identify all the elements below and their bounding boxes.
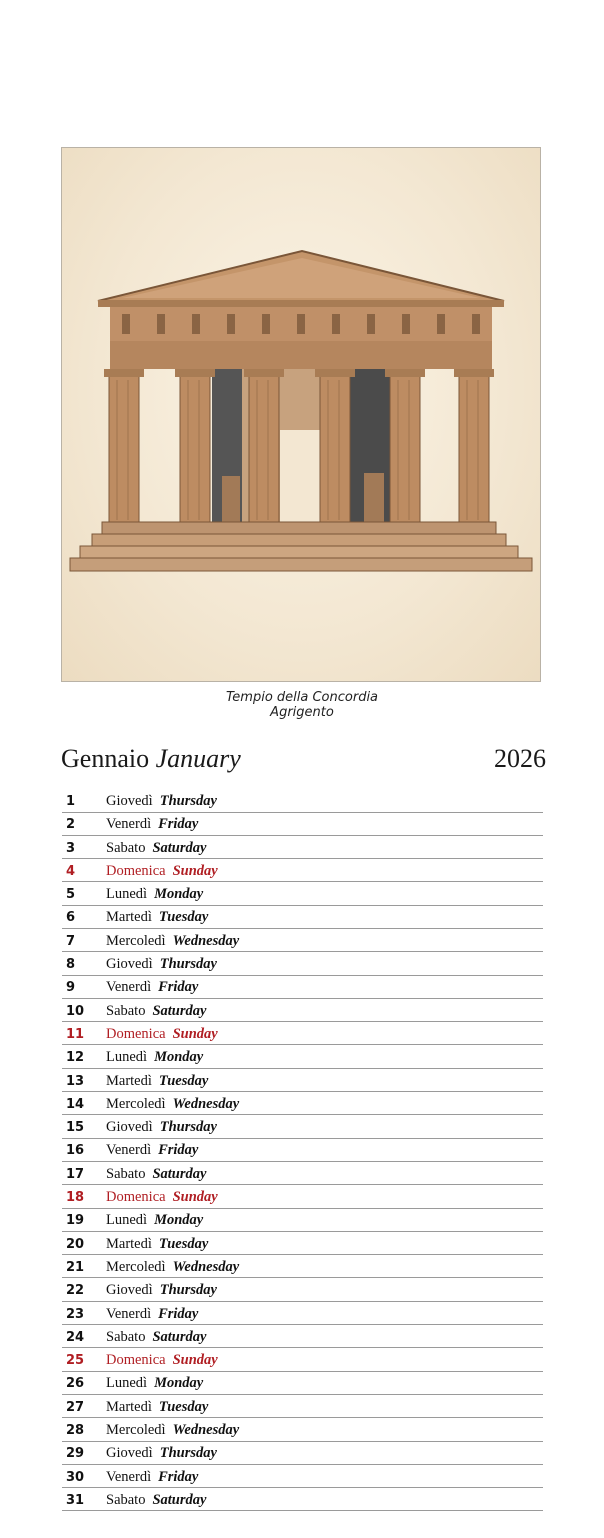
day-row bbox=[62, 1256, 543, 1279]
day-name-italian: Giovedì bbox=[106, 1282, 153, 1299]
day-name bbox=[106, 792, 217, 810]
day-name-english: Monday bbox=[154, 1049, 204, 1066]
day-name-italian: Sabato bbox=[106, 1328, 146, 1345]
day-number: 9 bbox=[66, 980, 76, 996]
day-name-english: Wednesday bbox=[172, 1258, 240, 1275]
day-name bbox=[106, 1421, 239, 1439]
day-row bbox=[62, 837, 543, 860]
day-name-italian: Domenica bbox=[106, 862, 166, 879]
day-name-italian: Sabato bbox=[106, 1002, 146, 1019]
day-name-english: Sunday bbox=[172, 862, 218, 879]
day-name-english: Thursday bbox=[159, 1119, 217, 1136]
day-name bbox=[106, 1374, 203, 1392]
day-name bbox=[106, 1002, 206, 1020]
day-number: 7 bbox=[66, 933, 76, 949]
day-name-english: Wednesday bbox=[172, 1422, 240, 1439]
day-row bbox=[62, 1489, 543, 1512]
year-label: 2026 bbox=[494, 744, 546, 773]
day-row bbox=[62, 1303, 543, 1326]
day-name bbox=[106, 1141, 198, 1159]
day-name-english: Monday bbox=[154, 886, 204, 903]
day-name-english: Friday bbox=[158, 1305, 199, 1322]
day-name bbox=[106, 1328, 206, 1346]
day-name bbox=[106, 885, 203, 903]
day-name bbox=[106, 1072, 208, 1090]
day-name bbox=[106, 1305, 198, 1323]
day-name-english: Sunday bbox=[172, 1352, 218, 1369]
day-name-italian: Mercoledì bbox=[106, 1258, 166, 1275]
day-name bbox=[106, 908, 208, 926]
day-name-english: Saturday bbox=[152, 1328, 207, 1345]
day-name bbox=[106, 1165, 206, 1183]
day-row bbox=[62, 1046, 543, 1069]
day-name-english: Tuesday bbox=[158, 1072, 209, 1089]
day-row bbox=[62, 1070, 543, 1093]
day-number: 1 bbox=[66, 794, 76, 809]
day-name bbox=[106, 932, 239, 950]
day-number: 11 bbox=[66, 1026, 85, 1042]
day-row bbox=[62, 1396, 543, 1419]
day-name-italian: Sabato bbox=[106, 1491, 146, 1508]
day-name-italian: Mercoledì bbox=[106, 1095, 166, 1112]
day-row bbox=[62, 1116, 543, 1139]
day-row bbox=[62, 1279, 543, 1302]
day-name bbox=[106, 1048, 203, 1066]
day-row bbox=[62, 860, 543, 883]
day-name bbox=[106, 1235, 208, 1253]
day-name bbox=[106, 1398, 208, 1416]
day-number: 15 bbox=[66, 1120, 85, 1136]
day-name bbox=[106, 1468, 198, 1486]
day-number: 3 bbox=[66, 840, 76, 856]
day-name bbox=[106, 1211, 203, 1229]
day-row bbox=[62, 1163, 543, 1186]
day-number: 5 bbox=[66, 887, 76, 903]
day-number: 30 bbox=[66, 1469, 85, 1485]
day-row bbox=[62, 930, 543, 953]
day-row bbox=[62, 1093, 543, 1116]
day-number: 2 bbox=[66, 817, 76, 833]
day-number: 29 bbox=[66, 1446, 85, 1462]
day-row bbox=[62, 1186, 543, 1209]
day-name-italian: Venerdì bbox=[106, 1305, 152, 1322]
day-number: 16 bbox=[66, 1143, 85, 1159]
day-row bbox=[62, 976, 543, 999]
day-name-italian: Venerdì bbox=[106, 1142, 152, 1159]
day-number: 13 bbox=[66, 1073, 85, 1089]
day-name-english: Saturday bbox=[152, 1002, 207, 1019]
day-name-italian: Mercoledì bbox=[106, 1422, 166, 1439]
day-name bbox=[106, 1118, 217, 1136]
day-name-english: Saturday bbox=[152, 839, 207, 856]
temple-drawing bbox=[62, 148, 541, 682]
day-name-english: Tuesday bbox=[158, 1398, 209, 1415]
day-name-english: Friday bbox=[158, 979, 199, 996]
day-name-italian: Martedì bbox=[106, 1398, 152, 1415]
day-name-english: Friday bbox=[158, 1468, 199, 1485]
month-title bbox=[61, 742, 241, 776]
day-row bbox=[62, 1326, 543, 1349]
day-name-italian: Domenica bbox=[106, 1352, 166, 1369]
day-name-english: Thursday bbox=[159, 1282, 217, 1299]
day-number: 21 bbox=[66, 1259, 85, 1275]
day-name bbox=[106, 815, 198, 833]
day-name-italian: Domenica bbox=[106, 1189, 166, 1206]
day-number: 28 bbox=[66, 1423, 85, 1439]
day-name bbox=[106, 1281, 217, 1299]
day-name bbox=[106, 955, 217, 973]
day-row bbox=[62, 1419, 543, 1442]
day-row bbox=[62, 883, 543, 906]
day-number: 25 bbox=[66, 1353, 85, 1369]
month-italian: Gennaio bbox=[61, 744, 150, 773]
day-name-italian: Sabato bbox=[106, 839, 146, 856]
day-row bbox=[62, 1023, 543, 1046]
day-row bbox=[62, 1233, 543, 1256]
day-name-italian: Martedì bbox=[106, 909, 152, 926]
day-number: 12 bbox=[66, 1050, 85, 1066]
day-row bbox=[62, 790, 543, 813]
day-name-english: Monday bbox=[154, 1212, 204, 1229]
day-name-italian: Domenica bbox=[106, 1025, 166, 1042]
day-name-italian: Lunedì bbox=[106, 886, 148, 903]
day-number: 18 bbox=[66, 1190, 85, 1206]
day-name-english: Tuesday bbox=[158, 1235, 209, 1252]
day-name-english: Sunday bbox=[172, 1189, 218, 1206]
day-number: 4 bbox=[66, 863, 76, 879]
day-number: 24 bbox=[66, 1329, 85, 1345]
day-row bbox=[62, 1466, 543, 1489]
day-number: 14 bbox=[66, 1096, 85, 1112]
day-name-italian: Lunedì bbox=[106, 1049, 148, 1066]
day-name-italian: Giovedì bbox=[106, 1445, 153, 1462]
day-name-italian: Mercoledì bbox=[106, 932, 166, 949]
day-name-english: Friday bbox=[158, 816, 199, 833]
day-number: 10 bbox=[66, 1003, 85, 1019]
day-number: 22 bbox=[66, 1283, 85, 1299]
day-name-english: Wednesday bbox=[172, 932, 240, 949]
day-name-italian: Sabato bbox=[106, 1165, 146, 1182]
day-row bbox=[62, 1349, 543, 1372]
day-name bbox=[106, 1351, 218, 1369]
day-number: 17 bbox=[66, 1166, 85, 1182]
day-name-italian: Martedì bbox=[106, 1072, 152, 1089]
temple-illustration bbox=[61, 147, 541, 682]
day-name-english: Saturday bbox=[152, 1165, 207, 1182]
day-name bbox=[106, 1025, 218, 1043]
day-name-italian: Lunedì bbox=[106, 1212, 148, 1229]
day-name bbox=[106, 1444, 217, 1462]
day-name-italian: Venerdì bbox=[106, 1468, 152, 1485]
day-name-english: Saturday bbox=[152, 1491, 207, 1508]
day-name bbox=[106, 1491, 206, 1509]
day-row bbox=[62, 953, 543, 976]
day-row bbox=[62, 1139, 543, 1162]
day-row bbox=[62, 813, 543, 836]
day-row bbox=[62, 1000, 543, 1023]
day-name-italian: Giovedì bbox=[106, 956, 153, 973]
day-number: 19 bbox=[66, 1213, 85, 1229]
day-number: 6 bbox=[66, 910, 76, 926]
day-number: 27 bbox=[66, 1399, 85, 1415]
day-name-italian: Giovedì bbox=[106, 1119, 153, 1136]
day-number: 8 bbox=[66, 957, 76, 973]
day-number: 31 bbox=[66, 1492, 85, 1508]
day-name-english: Sunday bbox=[172, 1025, 218, 1042]
day-name-english: Thursday bbox=[159, 956, 217, 973]
day-name-italian: Venerdì bbox=[106, 979, 152, 996]
day-name-english: Thursday bbox=[159, 1445, 217, 1462]
day-row bbox=[62, 1442, 543, 1465]
day-name-italian: Martedì bbox=[106, 1235, 152, 1252]
day-list bbox=[62, 790, 543, 1512]
day-row bbox=[62, 1372, 543, 1395]
day-name-english: Tuesday bbox=[158, 909, 209, 926]
artwork-caption-location: Agrigento bbox=[270, 705, 334, 720]
day-row bbox=[62, 906, 543, 929]
month-english: January bbox=[155, 744, 241, 773]
day-number: 23 bbox=[66, 1306, 85, 1322]
day-name bbox=[106, 1258, 239, 1276]
day-name-italian: Lunedì bbox=[106, 1375, 148, 1392]
artwork-caption-title: Tempio della Concordia bbox=[225, 690, 379, 705]
day-name bbox=[106, 839, 206, 857]
day-row bbox=[62, 1209, 543, 1232]
day-name-italian: Giovedì bbox=[106, 793, 153, 809]
day-name-english: Monday bbox=[154, 1375, 204, 1392]
day-name bbox=[106, 978, 198, 996]
day-name-english: Wednesday bbox=[172, 1095, 240, 1112]
day-number: 20 bbox=[66, 1236, 85, 1252]
day-name-english: Thursday bbox=[159, 793, 217, 809]
day-name bbox=[106, 1095, 239, 1113]
day-number: 26 bbox=[66, 1376, 85, 1392]
day-name bbox=[106, 1188, 218, 1206]
day-name-english: Friday bbox=[158, 1142, 199, 1159]
day-name bbox=[106, 862, 218, 880]
day-name-italian: Venerdì bbox=[106, 816, 152, 833]
